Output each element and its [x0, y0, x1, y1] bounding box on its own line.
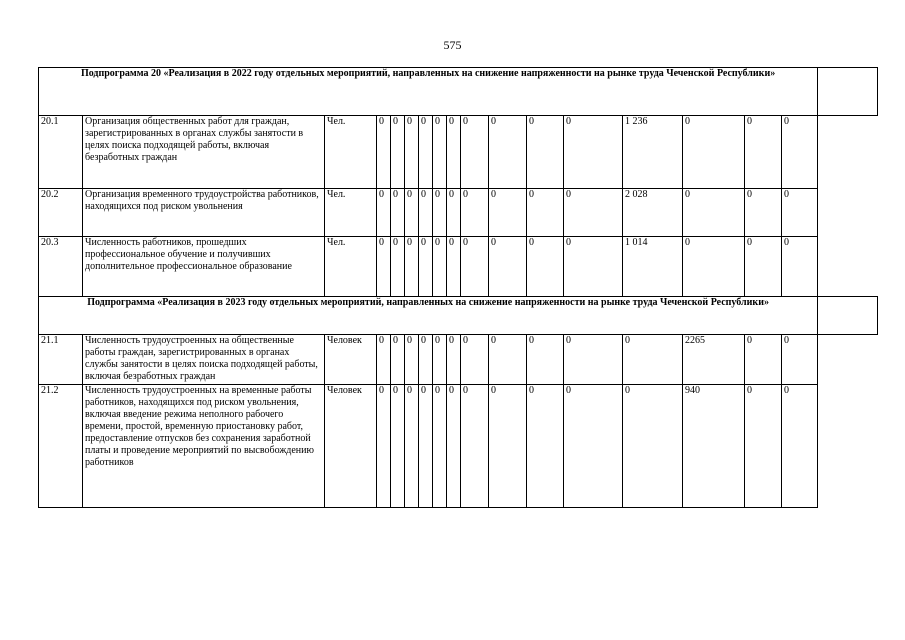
- value-cell: 0: [564, 335, 623, 385]
- value-cell: 0: [433, 189, 447, 237]
- table-row: [39, 116, 878, 189]
- value-cell: 0: [377, 189, 391, 237]
- value-cell: 0: [683, 189, 745, 237]
- value-cell: 0: [433, 237, 447, 297]
- value-cell: 0: [419, 189, 433, 237]
- value-cell: 0: [447, 116, 461, 189]
- value-cell: 0: [405, 335, 419, 385]
- value-cell: 0: [447, 189, 461, 237]
- value-cell: 0: [489, 116, 527, 189]
- section-title: Подпрограмма «Реализация в 2023 году отдельных мероприятий, направленных на снижение напряженности на рынке труда Чеченской Республики»: [39, 297, 818, 335]
- value-cell: 2 028: [623, 189, 683, 237]
- value-cell: 0: [564, 189, 623, 237]
- value-cell: 0: [377, 116, 391, 189]
- value-cell: 0: [527, 335, 564, 385]
- table-row: [39, 189, 878, 237]
- row-number: 20.1: [39, 116, 83, 189]
- value-cell: 0: [419, 237, 433, 297]
- row-unit: Чел.: [325, 237, 377, 297]
- value-cell: 0: [564, 116, 623, 189]
- section-title: Подпрограмма 20 «Реализация в 2022 году отдельных мероприятий, направленных на снижение напряженности на рынке труда Чеченской Республики»: [39, 68, 818, 116]
- value-cell: 0: [782, 385, 818, 508]
- table-row: [39, 335, 878, 385]
- row-unit: Человек: [325, 335, 377, 385]
- value-cell: 0: [527, 237, 564, 297]
- value-cell: 0: [405, 385, 419, 508]
- value-cell: 0: [782, 189, 818, 237]
- row-description: Численность трудоустроенных на общественные работы граждан, зарегистрированных в органах службы занятости в целях поиска подходящей работы, включая безработных граждан: [83, 335, 325, 385]
- value-cell: 0: [405, 116, 419, 189]
- row-number: 20.2: [39, 189, 83, 237]
- value-cell: 0: [447, 335, 461, 385]
- section-header-row: [39, 68, 878, 116]
- value-cell: 0: [391, 116, 405, 189]
- value-cell: 0: [419, 385, 433, 508]
- value-cell: 0: [683, 116, 745, 189]
- value-cell: 0: [527, 116, 564, 189]
- value-cell: 0: [461, 335, 489, 385]
- value-cell: 1 236: [623, 116, 683, 189]
- value-cell: 0: [377, 335, 391, 385]
- value-cell: 0: [447, 385, 461, 508]
- value-cell: 0: [564, 385, 623, 508]
- value-cell: 0: [461, 189, 489, 237]
- row-unit: Чел.: [325, 116, 377, 189]
- value-cell: 0: [745, 237, 782, 297]
- value-cell: 0: [745, 385, 782, 508]
- value-cell: 0: [377, 237, 391, 297]
- value-cell: 0: [419, 335, 433, 385]
- row-unit: Чел.: [325, 189, 377, 237]
- value-cell: 0: [527, 385, 564, 508]
- value-cell: 0: [489, 335, 527, 385]
- value-cell: 0: [377, 385, 391, 508]
- value-cell: 0: [623, 385, 683, 508]
- row-unit: Человек: [325, 385, 377, 508]
- value-cell: 0: [447, 237, 461, 297]
- row-number: 20.3: [39, 237, 83, 297]
- value-cell: 0: [405, 189, 419, 237]
- table-row: [39, 237, 878, 297]
- value-cell: 0: [405, 237, 419, 297]
- value-cell: 0: [433, 385, 447, 508]
- value-cell: 940: [683, 385, 745, 508]
- value-cell: 0: [461, 385, 489, 508]
- row-description: Организация общественных работ для граждан, зарегистрированных в органах службы занятости в целях поиска подходящей работы, включая безработных граждан: [83, 116, 325, 189]
- row-number: 21.2: [39, 385, 83, 508]
- value-cell: 0: [623, 335, 683, 385]
- value-cell: 0: [782, 237, 818, 297]
- section-header-row: [39, 297, 878, 335]
- value-cell: 0: [782, 116, 818, 189]
- value-cell: 0: [461, 116, 489, 189]
- row-description: Численность работников, прошедших профессиональное обучение и получивших дополнительное профессиональное образование: [83, 237, 325, 297]
- value-cell: 0: [461, 237, 489, 297]
- table-cell: [818, 297, 878, 335]
- table-row: [39, 385, 878, 508]
- value-cell: 0: [745, 189, 782, 237]
- value-cell: 0: [391, 237, 405, 297]
- row-description: Численность трудоустроенных на временные работы работников, находящихся под риском увольнения, включая введение режима неполного рабочего времени, простой, временную приостановку работ, предоставление отпусков без сохранения заработной платы и проведение мероприятий по высвобождению работников: [83, 385, 325, 508]
- value-cell: 0: [527, 189, 564, 237]
- value-cell: 0: [683, 237, 745, 297]
- value-cell: 0: [391, 335, 405, 385]
- value-cell: 0: [489, 237, 527, 297]
- table-cell: [818, 68, 878, 116]
- value-cell: 0: [745, 116, 782, 189]
- page-number: 575: [443, 38, 462, 52]
- value-cell: 0: [419, 116, 433, 189]
- value-cell: 0: [564, 237, 623, 297]
- value-cell: 0: [489, 385, 527, 508]
- value-cell: 1 014: [623, 237, 683, 297]
- value-cell: 0: [433, 116, 447, 189]
- indicator-table: [38, 67, 878, 508]
- value-cell: 0: [782, 335, 818, 385]
- value-cell: 0: [489, 189, 527, 237]
- value-cell: 0: [391, 385, 405, 508]
- value-cell: 0: [745, 335, 782, 385]
- value-cell: 0: [433, 335, 447, 385]
- row-number: 21.1: [39, 335, 83, 385]
- value-cell: 2265: [683, 335, 745, 385]
- value-cell: 0: [391, 189, 405, 237]
- row-description: Организация временного трудоустройства работников, находящихся под риском увольнения: [83, 189, 325, 237]
